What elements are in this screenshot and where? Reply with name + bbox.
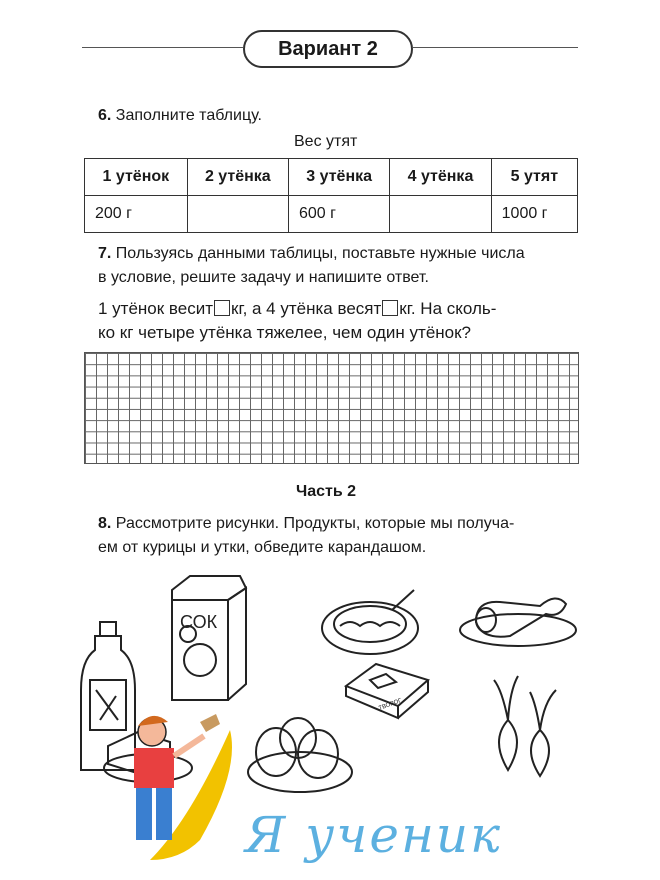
task7-cond-c: кг. На сколь- [399, 299, 497, 318]
answer-box-1[interactable] [214, 300, 230, 316]
task7-line2: в условие, решите задачу и напишите ответ. [98, 269, 429, 286]
eggs-plate-icon[interactable] [248, 718, 352, 792]
ham-plate-icon[interactable] [460, 598, 576, 646]
table-header-cell: 1 утёнок [85, 159, 188, 196]
juice-box-icon[interactable] [172, 576, 246, 700]
header-rule-right [413, 47, 578, 48]
part2-title: Часть 2 [296, 483, 357, 500]
solution-grid[interactable] [84, 352, 579, 464]
task7-number: 7. [98, 245, 112, 262]
table-header-cell: 3 утёнка [288, 159, 389, 196]
table-header-cell: 2 утёнка [187, 159, 288, 196]
table-value-cell: 1000 г [491, 196, 577, 233]
table-header-cell: 4 утёнка [390, 159, 491, 196]
table-value-cell[interactable] [187, 196, 288, 233]
task7-cond-line2: ко кг четыре утёнка тяжелее, чем один утёнок? [98, 323, 472, 342]
task6-number: 6. [98, 107, 112, 124]
task6-prompt [98, 104, 262, 128]
table-value-cell[interactable] [390, 196, 491, 233]
task8-prompt [98, 512, 588, 560]
onions-icon[interactable] [494, 676, 556, 776]
table-header-cell: 5 утят [491, 159, 577, 196]
watermark: Я ученик [245, 806, 502, 864]
weights-table [84, 158, 578, 233]
porridge-bowl-icon[interactable] [322, 590, 418, 654]
task7-condition [98, 297, 578, 345]
task8-line2: ем от курицы и утки, обведите карандашом. [98, 539, 427, 556]
task7-line1: Пользуясь данными таблицы, поставьте нужные числа [115, 245, 525, 262]
table-value-cell: 600 г [288, 196, 389, 233]
task6-text: Заполните таблицу. [115, 107, 262, 124]
table-caption: Вес утят [294, 133, 358, 150]
table-header-row [85, 159, 578, 196]
task8-number: 8. [98, 515, 112, 532]
task8-line1: Рассмотрите рисунки. Продукты, которые мы получа- [115, 515, 515, 532]
task7-prompt [98, 242, 588, 290]
answer-box-2[interactable] [382, 300, 398, 316]
task7-cond-b: кг, а 4 утёнка весят [231, 299, 382, 318]
task7-cond-a: 1 утёнок весит [98, 299, 213, 318]
variant-title: Вариант 2 [243, 30, 413, 68]
header-rule-left [82, 47, 243, 48]
juice-label: СОК [180, 612, 218, 632]
cottage-cheese-icon[interactable] [346, 664, 428, 718]
table-value-cell: 200 г [85, 196, 188, 233]
butter-label: ТВОРОГ [378, 698, 403, 712]
mascot-boy-icon [134, 714, 232, 860]
table-value-row [85, 196, 578, 233]
